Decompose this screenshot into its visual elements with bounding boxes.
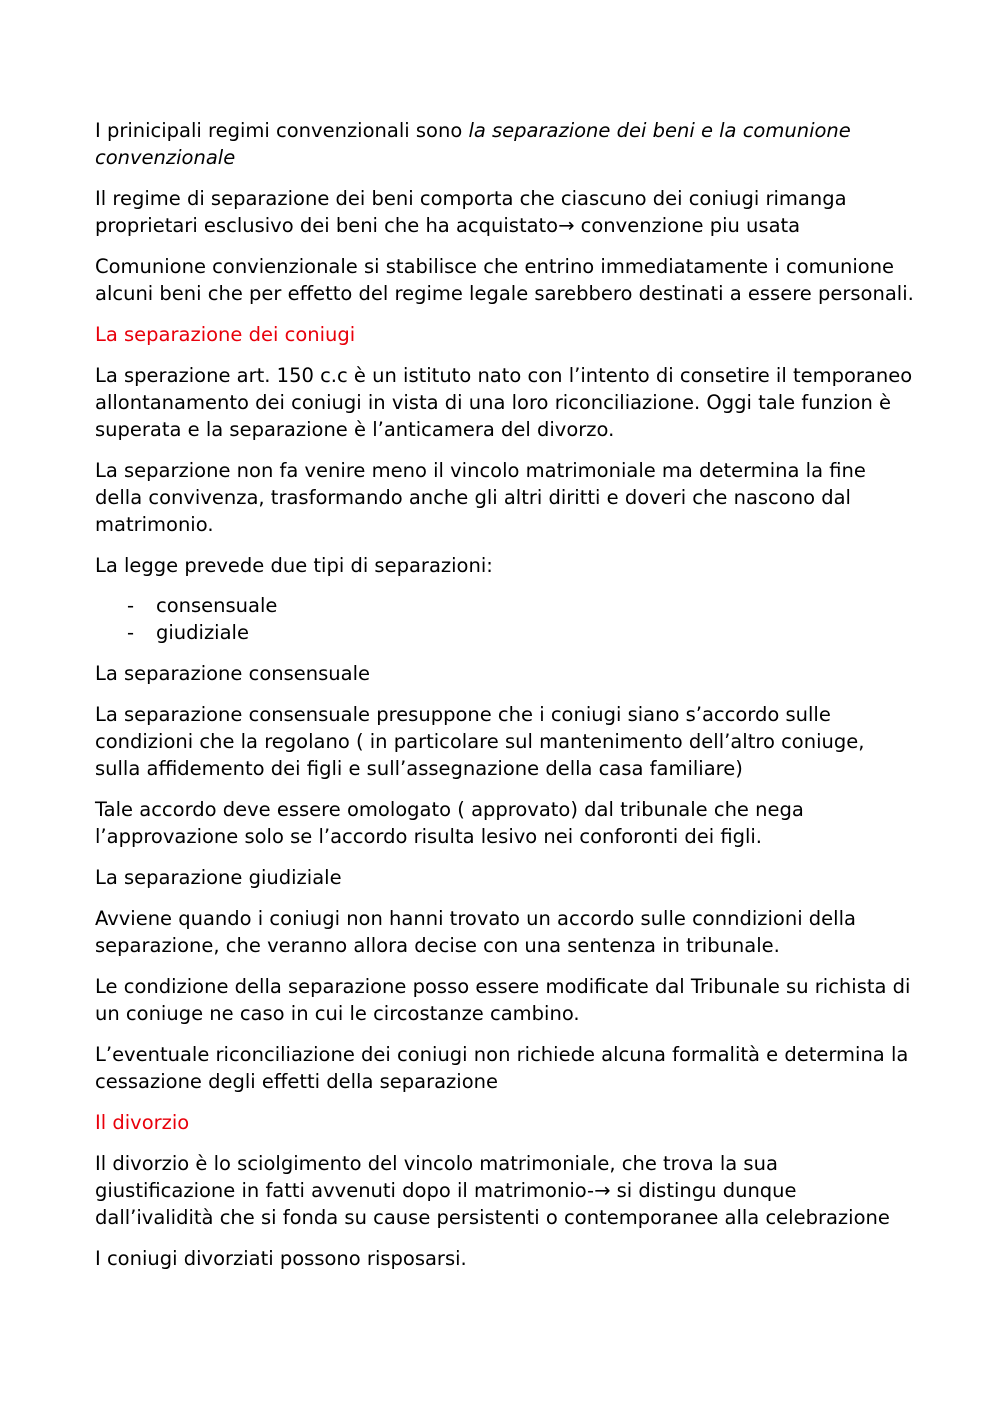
paragraph-approval: Tale accordo deve essere omologato ( approvato) dal tribunale che nega l’approvazione solo se l’accordo risulta lesivo nei conforonti dei figli.	[95, 798, 804, 848]
paragraph-reconciliation: L’eventuale riconciliazione dei coniugi non richiede alcuna formalità e determina la cessazione degli effetti della separazione	[95, 1043, 909, 1093]
separation-types-list	[95, 592, 915, 646]
paragraph-conventional-regimes	[95, 117, 915, 171]
paragraph-text: I prinicipali regimi convenzionali sono	[95, 119, 469, 142]
paragraph-remarriage: I coniugi divorziati possono risposarsi.	[95, 1247, 467, 1270]
heading-separation-of-spouses: La separazione dei coniugi	[95, 323, 356, 346]
list-item	[95, 592, 915, 619]
list-dash: -	[127, 621, 135, 644]
paragraph-judicial-conditions: Avviene quando i coniugi non hanni trovato un accordo sulle conndizioni della separazione, che veranno allora decise con una sentenza in tribunale.	[95, 907, 856, 957]
heading-consensual-separation: La separazione consensuale	[95, 662, 371, 685]
paragraph-separation-article: La sperazione art. 150 c.c è un istituto nato con l’intento di consetire il temporaneo allontanamento dei coniugi in vista di una loro riconciliazione. Oggi tale funzion è superata e la separazione è l’anticamera del divorzo.	[95, 364, 913, 441]
paragraph-separation-types: La legge prevede due tipi di separazioni:	[95, 554, 493, 577]
italic-regimes-text: la separazione dei beni e la comunione convenzionale	[95, 119, 851, 169]
heading-judicial-separation: La separazione giudiziale	[95, 866, 342, 889]
list-dash: -	[127, 594, 135, 617]
list-item-label: consensuale	[156, 594, 278, 617]
document-page	[95, 117, 915, 1286]
paragraph-consensual-conditions: La separazione consensuale presuppone che i coniugi siano s’accordo sulle condizioni che la regolano ( in particolare sul mantenimento dell’altro coniuge, sulla affidemento dei figli e sull’assegnazione della casa familiare)	[95, 703, 865, 780]
paragraph-separation-effects: La separzione non fa venire meno il vincolo matrimoniale ma determina la fine della convivenza, trasformando anche gli altri diritti e doveri che nascono dal matrimonio.	[95, 459, 866, 536]
heading-divorce: Il divorzio	[95, 1111, 190, 1134]
paragraph-divorce-definition: Il divorzio è lo sciolgimento del vincolo matrimoniale, che trova la sua giustificazione in fatti avvenuti dopo il matrimonio-→ si distingu dunque dall’ivalidità che si fonda su cause persistenti o contemporanee alla celebrazione	[95, 1152, 890, 1229]
paragraph-modification: Le condizione della separazione posso essere modificate dal Tribunale su richista di un coniuge ne caso in cui le circostanze cambino.	[95, 975, 911, 1025]
paragraph-conventional-communion: Comunione convienzionale si stabilisce che entrino immediatamente i comunione alcuni beni che per effetto del regime legale sarebbero destinati a essere personali.	[95, 255, 914, 305]
list-item-label: giudiziale	[156, 621, 249, 644]
paragraph-separation-of-goods: Il regime di separazione dei beni comporta che ciascuno dei coniugi rimanga proprietari esclusivo dei beni che ha acquistato→ convenzione piu usata	[95, 187, 847, 237]
list-item	[95, 619, 915, 646]
